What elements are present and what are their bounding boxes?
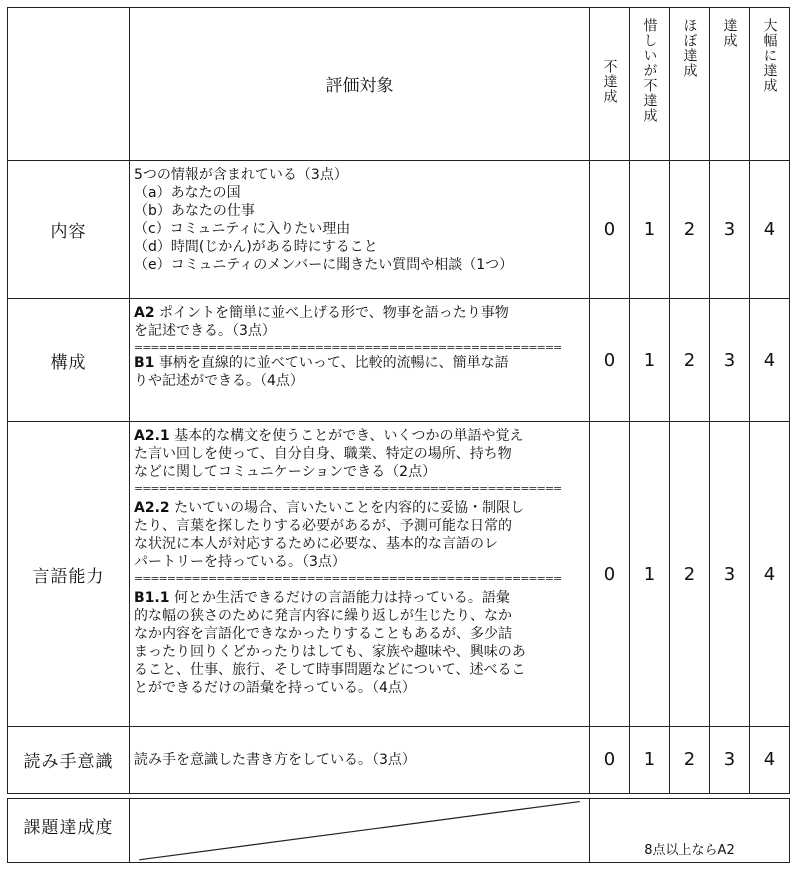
description-line: ること、仕事、旅行、そして時事問題などについて、述べるこ (134, 661, 526, 678)
header-level-1: 惜しいが不達成 (630, 8, 670, 161)
header-target: 評価対象 (130, 8, 590, 161)
header-level-0: 不達成 (590, 8, 630, 161)
description-line: （c）コミュニティに入りたい理由 (134, 220, 351, 237)
description-line: （b）あなたの仕事 (134, 202, 255, 219)
score-4[interactable]: 4 (750, 299, 790, 422)
descriptor-code: A2.1 (134, 427, 170, 444)
description-line: パートリーを持っている。（3点） (134, 553, 346, 570)
score-2[interactable]: 2 (670, 160, 710, 299)
score-4[interactable]: 4 (750, 727, 790, 793)
rubric-row-structure (8, 299, 790, 422)
description-line: たり、言葉を探したりする必要があるが、予測可能な日常的 (134, 517, 512, 534)
score-3[interactable]: 3 (710, 727, 750, 793)
description-line: りや記述ができる。（4点） (134, 373, 304, 390)
score-3[interactable]: 3 (710, 160, 750, 299)
diagonal-line (130, 799, 589, 862)
category-cell: 内容 (8, 160, 130, 299)
score-1[interactable]: 1 (630, 299, 670, 422)
description-cell (130, 160, 590, 299)
score-3[interactable]: 3 (710, 421, 750, 726)
description-line: 読み手を意識した書き方をしている。（3点） (134, 752, 416, 769)
description-cell (130, 299, 590, 422)
descriptor-code: A2 (134, 305, 155, 322)
summary-note: 8点以上ならA2 (590, 798, 790, 862)
rubric-row-reader-awareness (8, 727, 790, 793)
separator-line: ==================================================== (134, 342, 562, 355)
separator-line: ==================================================== (134, 482, 562, 495)
rubric-table (7, 7, 790, 863)
description-line: B1 事柄を直線的に並べていって、比較的流暢に、簡単な語 (134, 355, 509, 372)
description-line: （d）時間(じかん)がある時にすること (134, 238, 378, 255)
description-line: を記述できる。（3点） (134, 323, 276, 340)
description-line: B1.1 何とか生活できるだけの言語能力は持っている。語彙 (134, 589, 510, 606)
header-level-2: ほぼ達成 (670, 8, 710, 161)
description-line: A2.1 基本的な構文を使うことができ、いくつかの単語や覚え (134, 427, 524, 444)
summary-label: 課題達成度 (8, 798, 130, 862)
description-line: な状況に本人が対応するために必要な、基本的な言語のレ (134, 535, 498, 552)
description-line: た言い回しを使って、自分自身、職業、特定の場所、持ち物 (134, 445, 512, 462)
rubric-row-content (8, 160, 790, 299)
score-2[interactable]: 2 (670, 421, 710, 726)
description-line: A2.2 たいていの場合、言いたいことを内容的に妥協・制限し (134, 499, 525, 516)
score-4[interactable]: 4 (750, 160, 790, 299)
description-line: まったり回りくどかったりはしても、家族や趣味や、興味のあ (134, 643, 526, 660)
score-1[interactable]: 1 (630, 727, 670, 793)
description-line: なか内容を言語化できなかったりすることもあるが、多少詰 (134, 625, 512, 642)
description-line: 5つの情報が含まれている（3点） (134, 166, 348, 183)
description-line: 的な幅の狭さのために発言内容に繰り返しが生じたり、なか (134, 607, 512, 624)
diagonal-blank-cell (130, 798, 590, 862)
header-level-3: 達成 (710, 8, 750, 161)
description-line: （e）コミュニティのメンバーに聞きたい質問や相談（1つ） (134, 256, 514, 273)
score-3[interactable]: 3 (710, 299, 750, 422)
score-0[interactable]: 0 (590, 160, 630, 299)
rubric-row-language (8, 421, 790, 726)
score-0[interactable]: 0 (590, 727, 630, 793)
description-cell (130, 421, 590, 726)
category-cell: 読み手意識 (8, 727, 130, 793)
descriptor-code: B1.1 (134, 589, 170, 606)
score-1[interactable]: 1 (630, 421, 670, 726)
score-2[interactable]: 2 (670, 727, 710, 793)
description-line: （a）あなたの国 (134, 184, 241, 201)
header-blank-cell (8, 8, 130, 161)
score-1[interactable]: 1 (630, 160, 670, 299)
score-0[interactable]: 0 (590, 299, 630, 422)
description-cell (130, 727, 590, 793)
summary-row (8, 798, 790, 862)
header-level-4: 大幅に達成 (750, 8, 790, 161)
description-line: A2 ポイントを簡単に並べ上げる形で、物事を語ったり事物 (134, 305, 509, 322)
descriptor-code: A2.2 (134, 499, 170, 516)
category-cell: 言語能力 (8, 421, 130, 726)
score-4[interactable]: 4 (750, 421, 790, 726)
category-cell: 構成 (8, 299, 130, 422)
descriptor-code: B1 (134, 355, 155, 372)
separator-line: ==================================================== (134, 572, 562, 585)
description-line: とができるだけの語彙を持っている。（4点） (134, 679, 416, 696)
score-2[interactable]: 2 (670, 299, 710, 422)
description-line: などに関してコミュニケーションできる（2点） (134, 463, 437, 480)
score-0[interactable]: 0 (590, 421, 630, 726)
header-row (8, 8, 790, 161)
